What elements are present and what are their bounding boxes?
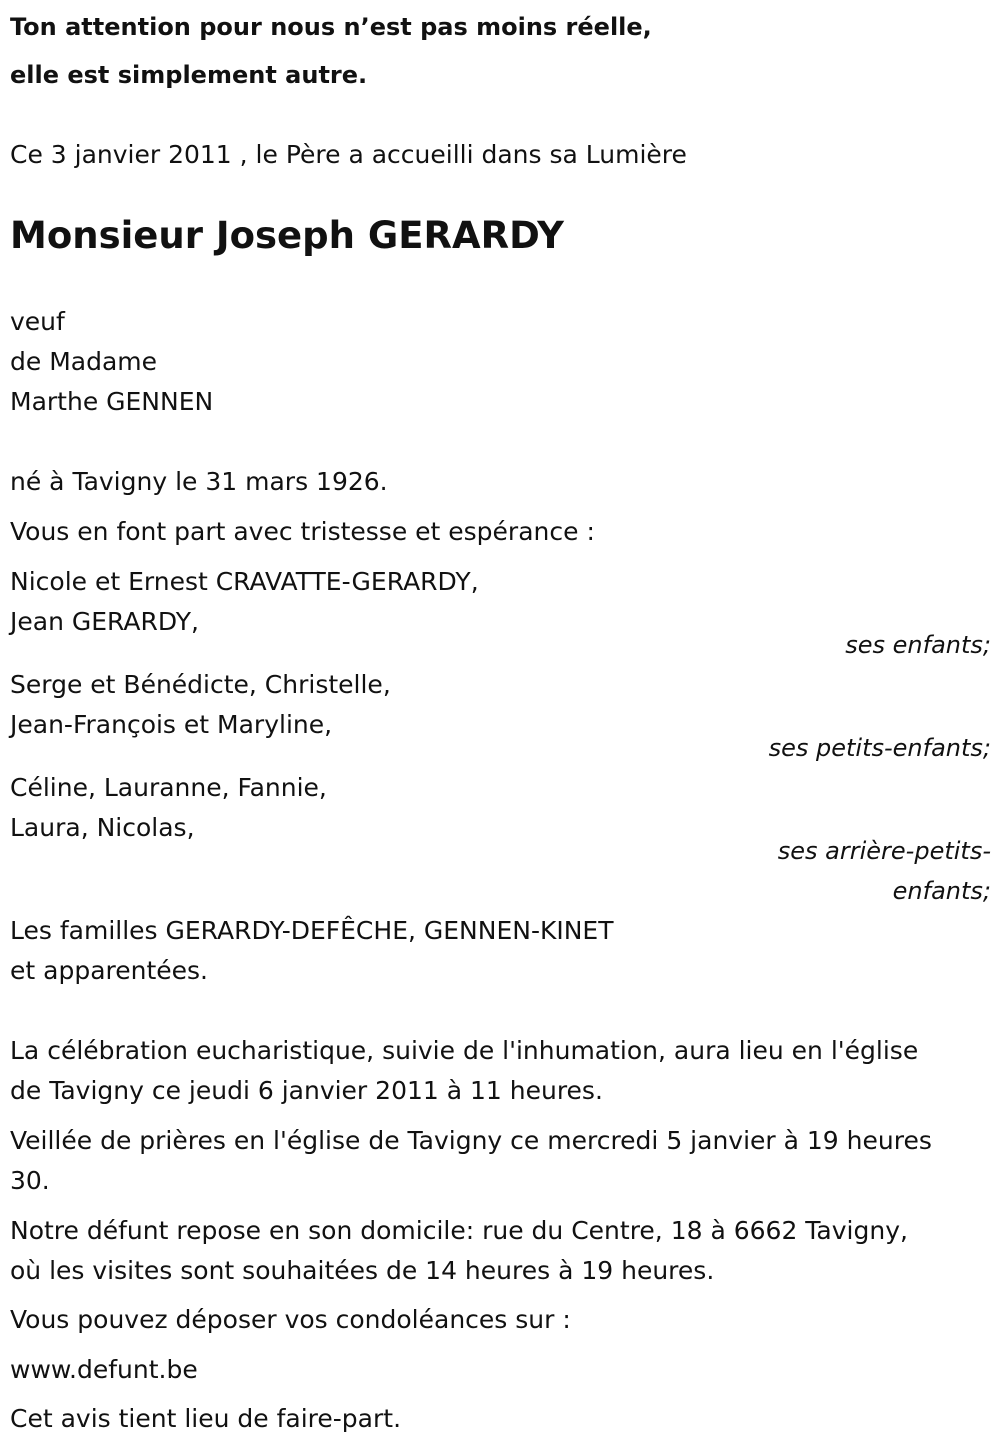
children-role: ses enfants; <box>845 631 991 659</box>
birth-info: né à Tavigny le 31 mars 1926. <box>10 467 388 496</box>
condolences-intro: Vous pouvez déposer vos condoléances sur : <box>10 1305 571 1334</box>
widower-line-3: Marthe GENNEN <box>10 387 214 416</box>
rest-line-2: où les visites sont souhaitées de 14 heures à 19 heures. <box>10 1256 715 1285</box>
great-grandchildren-line-1: Céline, Lauranne, Fannie, <box>10 773 327 802</box>
grandchildren-line-1: Serge et Bénédicte, Christelle, <box>10 670 391 699</box>
vigil-line-2: 30. <box>10 1166 50 1195</box>
great-grandchildren-line-2: Laura, Nicolas, <box>10 813 195 842</box>
children-line-2: Jean GERARDY, <box>10 607 199 636</box>
families-line-2: et apparentées. <box>10 956 208 985</box>
children-line-1: Nicole et Ernest CRAVATTE-GERARDY, <box>10 567 479 596</box>
grandchildren-role: ses petits-enfants; <box>768 734 991 762</box>
grandchildren-line-2: Jean-François et Maryline, <box>10 710 333 739</box>
great-grandchildren-role-1: ses arrière-petits- <box>777 837 991 865</box>
deceased-name: Monsieur Joseph GERARDY <box>10 214 564 257</box>
rest-line-1: Notre défunt repose en son domicile: rue du Centre, 18 à 6662 Tavigny, <box>10 1216 908 1245</box>
announcement: Ce 3 janvier 2011 , le Père a accueilli dans sa Lumière <box>10 140 687 169</box>
closing-note: Cet avis tient lieu de faire-part. <box>10 1404 402 1433</box>
great-grandchildren-role-2: enfants; <box>892 877 991 905</box>
quote-line-2: elle est simplement autre. <box>10 61 368 89</box>
vigil-line-1: Veillée de prières en l'église de Tavigny ce mercredi 5 janvier à 19 heures <box>10 1126 932 1155</box>
ceremony-line-1: La célébration eucharistique, suivie de l'inhumation, aura lieu en l'église <box>10 1036 919 1065</box>
families-line-1: Les familles GERARDY-DEFÊCHE, GENNEN-KINET <box>10 916 614 945</box>
family-intro: Vous en font part avec tristesse et espérance : <box>10 517 595 546</box>
ceremony-line-2: de Tavigny ce jeudi 6 janvier 2011 à 11 heures. <box>10 1076 603 1105</box>
widower-line-1: veuf <box>10 307 65 336</box>
widower-line-2: de Madame <box>10 347 158 376</box>
quote-line-1: Ton attention pour nous n’est pas moins réelle, <box>10 13 652 41</box>
condolences-website: www.defunt.be <box>10 1355 198 1384</box>
